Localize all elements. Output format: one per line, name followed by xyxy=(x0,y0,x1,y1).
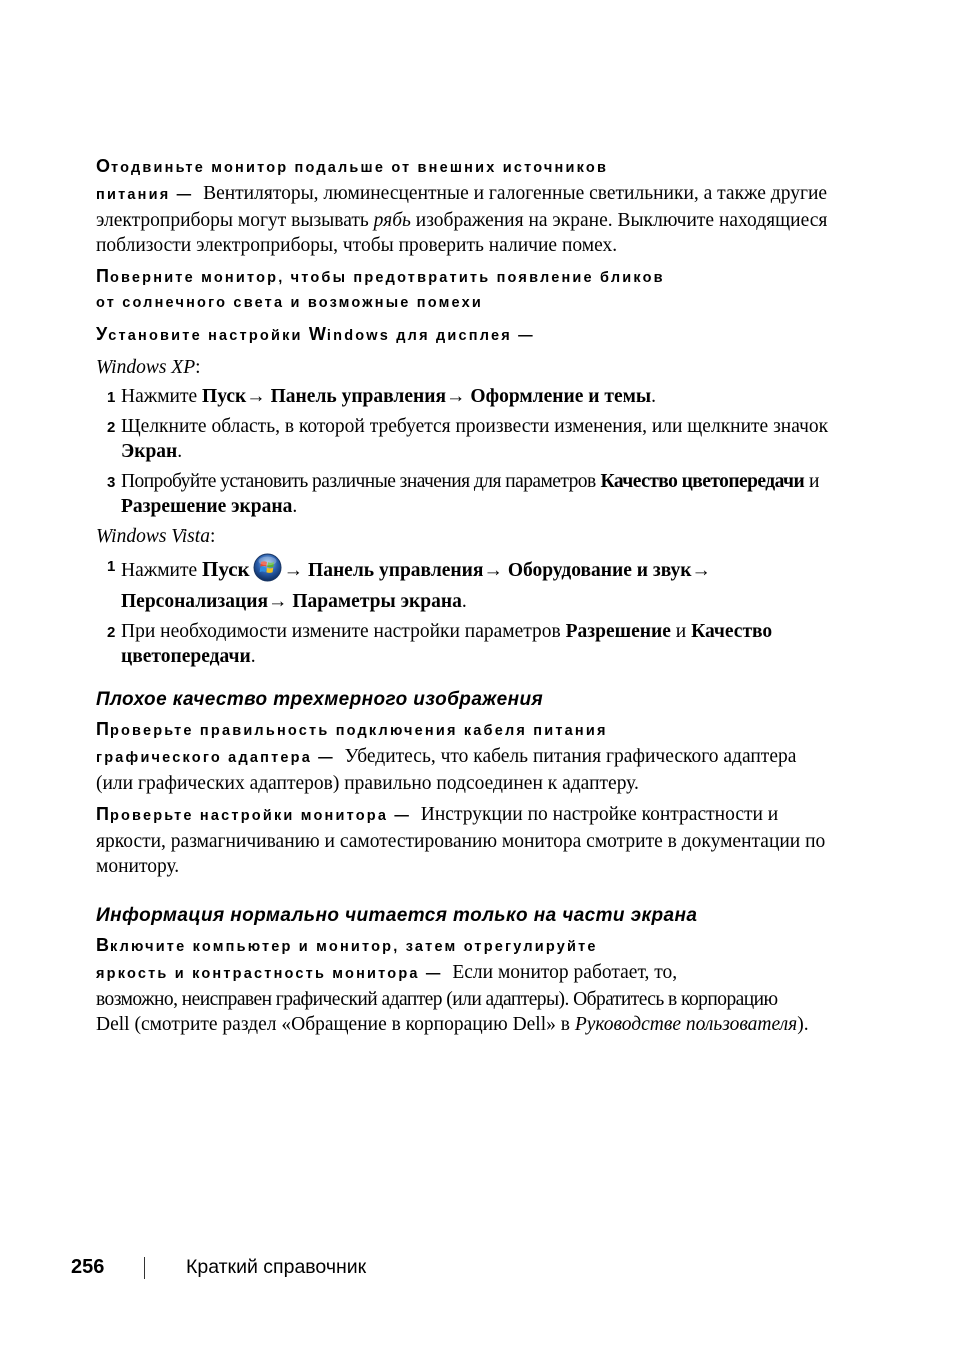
list-item: 2 Щелкните область, в которой требуется произвести изменения, или щелкните значок Экран. xyxy=(107,416,829,462)
footer-separator xyxy=(144,1257,145,1279)
section-heading: Включите компьютер и монитор, затем отрегулируйте яркость и контрастность монитора — xyxy=(96,935,598,982)
section-body: Вентиляторы, люминесцентные и галогенные светильники, а также другие электроприборы могут вызывать xyxy=(96,183,828,231)
os-label-xp: Windows XP: xyxy=(96,357,201,378)
section-rotate-monitor xyxy=(96,264,836,316)
emphasis-text: рябь xyxy=(373,210,411,231)
xp-steps-list xyxy=(96,384,836,519)
arrow-icon: → xyxy=(268,591,288,612)
list-item: 1 Нажмите Пуск → Панель управления→ Оборудование и звук→ Персонализация→ Параметры экрана. xyxy=(96,553,836,614)
section-heading: Проверьте правильность подключения кабеля питания графического адаптера — xyxy=(96,719,608,766)
list-item: 2 При необходимости измените настройки параметров Разрешение и Качество цветопередачи. xyxy=(107,621,773,667)
emphasis-text: Руководстве пользователя xyxy=(574,1014,798,1035)
section-check-monitor-settings xyxy=(96,802,836,879)
list-item: 1 Нажмите Пуск→ Панель управления→ Оформление и темы. xyxy=(96,384,836,409)
section-windows-settings xyxy=(96,322,836,349)
section-body-end: изображения на экране. Выключите находящиеся поблизости электроприборы, чтобы проверить наличие помех. xyxy=(96,210,828,256)
section-body-line: возможно, неисправен графический адаптер (или адаптеры). Обратитесь в корпорацию xyxy=(96,989,778,1010)
arrow-icon: → xyxy=(283,560,304,581)
section-body: Убедитесь, что кабель питания графического адаптера (или графических адаптеров) правильно подсоединен к адаптеру. xyxy=(96,746,797,794)
chapter-title: Краткий справочник xyxy=(186,1256,367,1278)
arrow-icon: → xyxy=(691,560,712,581)
arrow-icon: → xyxy=(246,386,266,407)
section-move-monitor xyxy=(96,154,836,258)
section-heading: Установите настройки Windows для дисплея — xyxy=(96,324,535,344)
step-number: 3 xyxy=(107,474,116,491)
section-turn-on-adjust: Включите компьютер и монитор, затем отрегулируйте яркость и контрастность монитора — Если монитор работает, то, возможно, неисправен графический адаптер (или адаптеры). Обратитесь в корпорацию Dell (смотрите раздел «Обращение в корпорацию Dell» в Руководстве пользователя). xyxy=(96,935,809,1035)
document-body xyxy=(96,154,836,1037)
step-number: 2 xyxy=(107,419,116,436)
step-number: 1 xyxy=(107,558,116,575)
list-item: 3 Попробуйте установить различные значения для параметров Качество цветопередачи и Разрешение экрана. xyxy=(107,471,820,517)
section-heading: Отодвиньте монитор подальше от внешних источников питания — xyxy=(96,156,609,203)
section-heading: Поверните монитор, чтобы предотвратить появление бликов от солнечного света и возможные помехи xyxy=(96,266,665,311)
windows-start-orb-icon xyxy=(253,553,282,589)
vista-steps-list xyxy=(96,553,836,669)
step-number: 1 xyxy=(107,389,116,406)
section-body: Если монитор работает, то, xyxy=(452,962,678,983)
section-body-line: Dell (смотрите раздел «Обращение в корпорацию Dell» в xyxy=(96,1014,570,1035)
arrow-icon: → xyxy=(446,386,466,407)
os-label-vista: Windows Vista: xyxy=(96,526,216,547)
subsection-heading-partial-screen: Информация нормально читается только на части экрана xyxy=(96,905,698,926)
subsection-heading-3d: Плохое качество трехмерного изображения xyxy=(96,689,544,710)
step-number: 2 xyxy=(107,624,116,641)
arrow-icon: → xyxy=(483,560,503,581)
section-check-power-cable xyxy=(96,717,836,796)
page-number: 256 xyxy=(71,1256,105,1278)
section-heading: Проверьте настройки монитора — xyxy=(96,804,412,824)
section-body: Инструкции по настройке контрастности и яркости, размагничиванию и самотестированию монитора смотрите в документации по монитору. xyxy=(96,804,826,877)
